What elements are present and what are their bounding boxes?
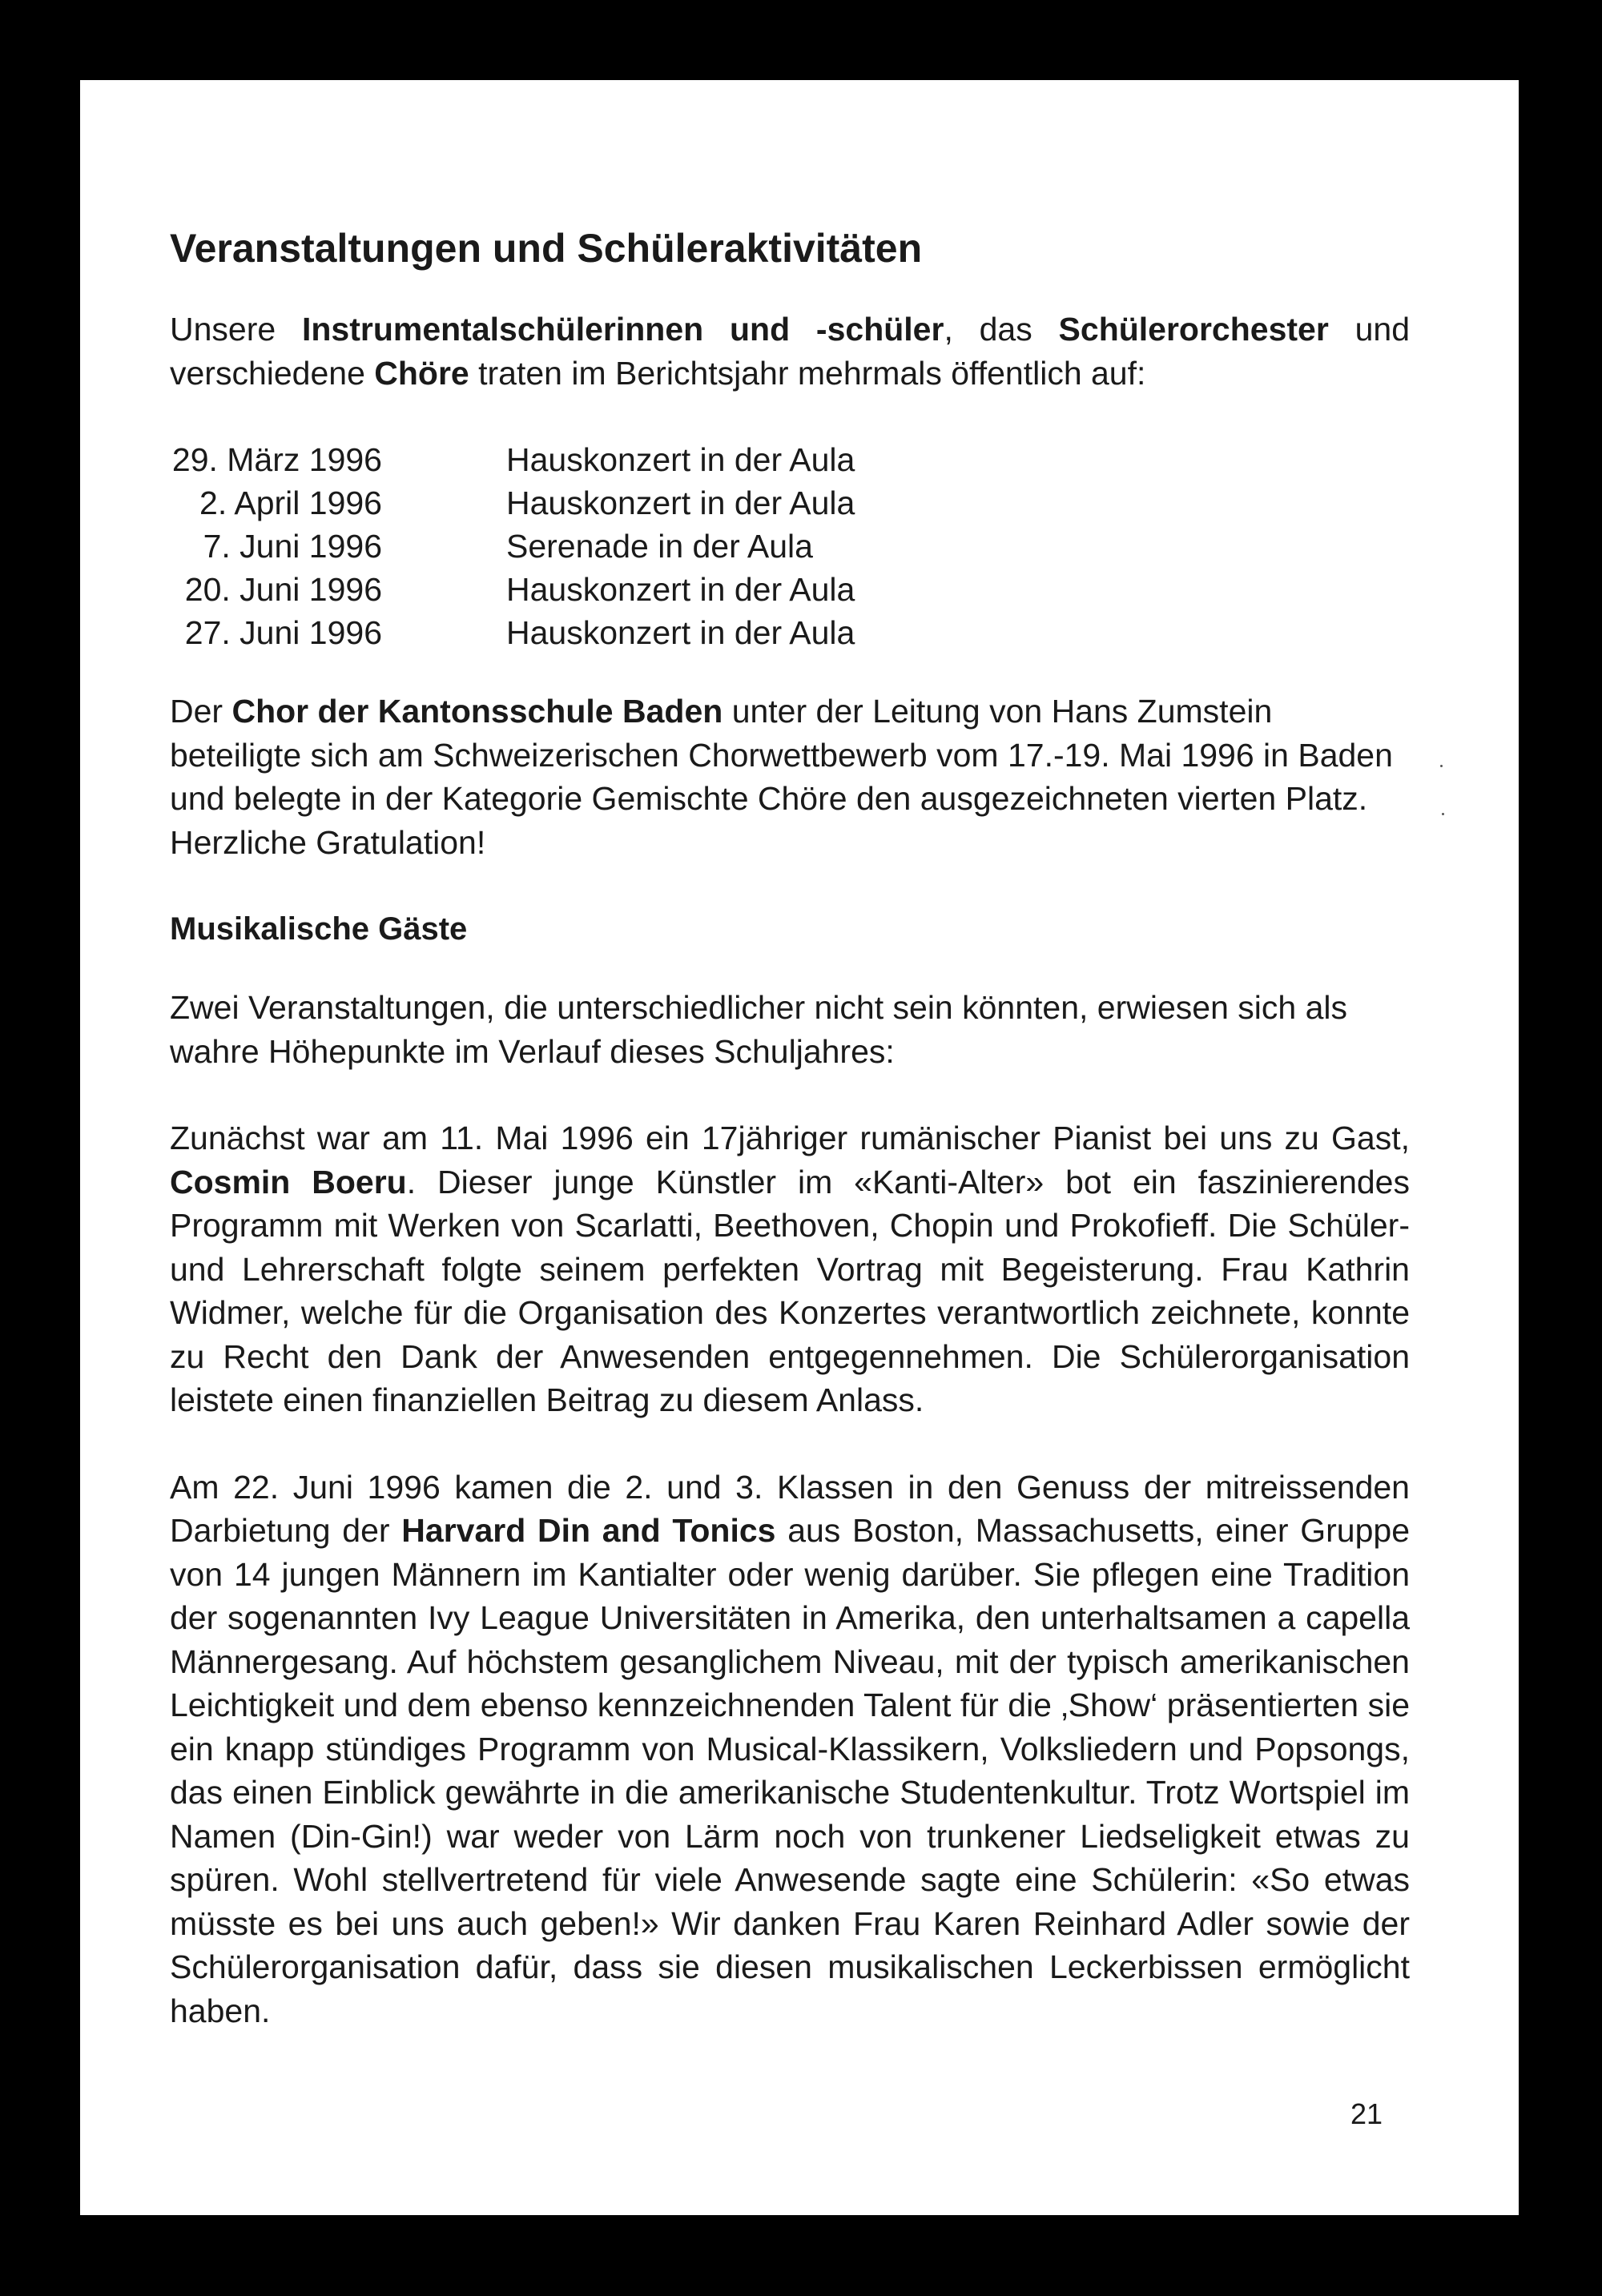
event-date: 29. März 1996	[171, 441, 382, 478]
pianist-bold-1: Cosmin Boeru	[170, 1163, 407, 1200]
scan-speck	[1442, 813, 1444, 815]
choir-text-1: Der	[170, 693, 232, 730]
event-description: Serenade in der Aula	[506, 528, 813, 565]
event-date: 20. Juni 1996	[184, 571, 382, 608]
intro-bold-3: Chöre	[374, 354, 469, 392]
event-row	[170, 525, 1410, 568]
event-row	[170, 568, 1410, 611]
pianist-paragraph	[170, 1116, 1410, 1422]
intro-text-2: , das	[944, 311, 1059, 348]
event-list	[170, 438, 1410, 654]
event-description: Hauskonzert in der Aula	[506, 441, 855, 478]
choir-text-2: unter der Leitung von Hans Zumstein beteiligte sich am Schweizerischen Chorwettbewerb vom 17.-19. Mai 1996 in Baden und belegte in der Kategorie Gemischte Chöre den ausgezeichneten vierten Platz. Herzliche Gratulation!	[170, 693, 1393, 861]
harvard-bold-1: Harvard Din and Tonics	[401, 1512, 776, 1549]
harvard-text-2: aus Boston, Massachusetts, einer Gruppe von 14 jungen Männern im Kantialter oder wenig darüber. Sie pflegen eine Tradition der sogenannten Ivy League Universitäten in Amerika, den unterhaltsamen a capella Männergesang. Auf höchstem gesanglichem Niveau, mit der typisch amerikanischen Leichtigkeit und dem ebenso kennzeichnenden Talent für die ‚Show‘ präsentierten sie ein knapp stündiges Programm von Musical-Klassikern, Volksliedern und Popsongs, das einen Einblick gewährte in die amerikanische Studentenkultur. Trotz Wortspiel im Namen (Din-Gin!) war weder von Lärm noch von trunkener Liedseligkeit etwas zu spüren. Wohl stellvertretend für viele Anwesende sagte eine Schülerin: «So etwas müsste es bei uns auch geben!» Wir danken Frau Karen Reinhard Adler sowie der Schülerorganisation dafür, dass sie diesen musikalischen Leckerbissen ermöglicht haben.	[170, 1512, 1410, 2029]
choir-bold-1: Chor der Kantonsschule Baden	[231, 693, 723, 730]
pianist-text-2: . Dieser junge Künstler im «Kanti-Alter» bot ein faszinierendes Programm mit Werken von Scarlatti, Beethoven, Chopin und Prokofieff. Die Schüler- und Lehrerschaft folgte seinem perfekten Vortrag mit Begeisterung. Frau Kathrin Widmer, welche für die Organisation des Konzertes verantwortlich zeichnete, konnte zu Recht den Dank der Anwesenden entgegennehmen. Die Schülerorganisation leistete einen finanziellen Beitrag zu diesem Anlass.	[170, 1163, 1410, 1418]
intro-bold-1: Instrumentalschülerinnen und -schüler	[301, 311, 944, 348]
intro-paragraph	[170, 308, 1410, 395]
scan-speck	[1440, 765, 1443, 767]
event-date: 27. Juni 1996	[184, 614, 382, 651]
event-date: 2. April 1996	[199, 485, 382, 521]
harvard-text-1: Am 22. Juni 1996 kamen die 2. und 3. Klassen in den Genuss der mitreissenden Darbietung der	[170, 1468, 1410, 1549]
intro-text-3: und verschiedene	[170, 311, 1411, 392]
pianist-text-1: Zunächst war am 11. Mai 1996 ein 17jähriger rumänischer Pianist bei uns zu Gast,	[170, 1120, 1410, 1156]
event-row	[170, 481, 1410, 525]
page-content	[170, 224, 1410, 2076]
page-number: 21	[1350, 2097, 1383, 2130]
event-description: Hauskonzert in der Aula	[506, 571, 855, 608]
event-row	[170, 611, 1410, 654]
event-row	[170, 438, 1410, 481]
event-description: Hauskonzert in der Aula	[506, 614, 855, 651]
event-description: Hauskonzert in der Aula	[506, 485, 855, 521]
intro-bold-2: Schülerorchester	[1058, 311, 1329, 348]
event-date: 7. Juni 1996	[203, 528, 382, 565]
guests-intro-paragraph: Zwei Veranstaltungen, die unterschiedlicher nicht sein könnten, erwiesen sich als wahre Höhepunkte im Verlauf dieses Schuljahres:	[170, 989, 1347, 1070]
document-page	[80, 80, 1519, 2215]
page-title: Veranstaltungen und Schüleraktivitäten	[170, 226, 923, 271]
intro-text-4: traten im Berichtsjahr mehrmals öffentlich auf:	[469, 354, 1146, 392]
harvard-paragraph	[170, 1466, 1410, 2033]
choir-paragraph	[170, 690, 1410, 864]
intro-text-1: Unsere	[170, 311, 302, 348]
section-subheading: Musikalische Gäste	[170, 911, 468, 947]
